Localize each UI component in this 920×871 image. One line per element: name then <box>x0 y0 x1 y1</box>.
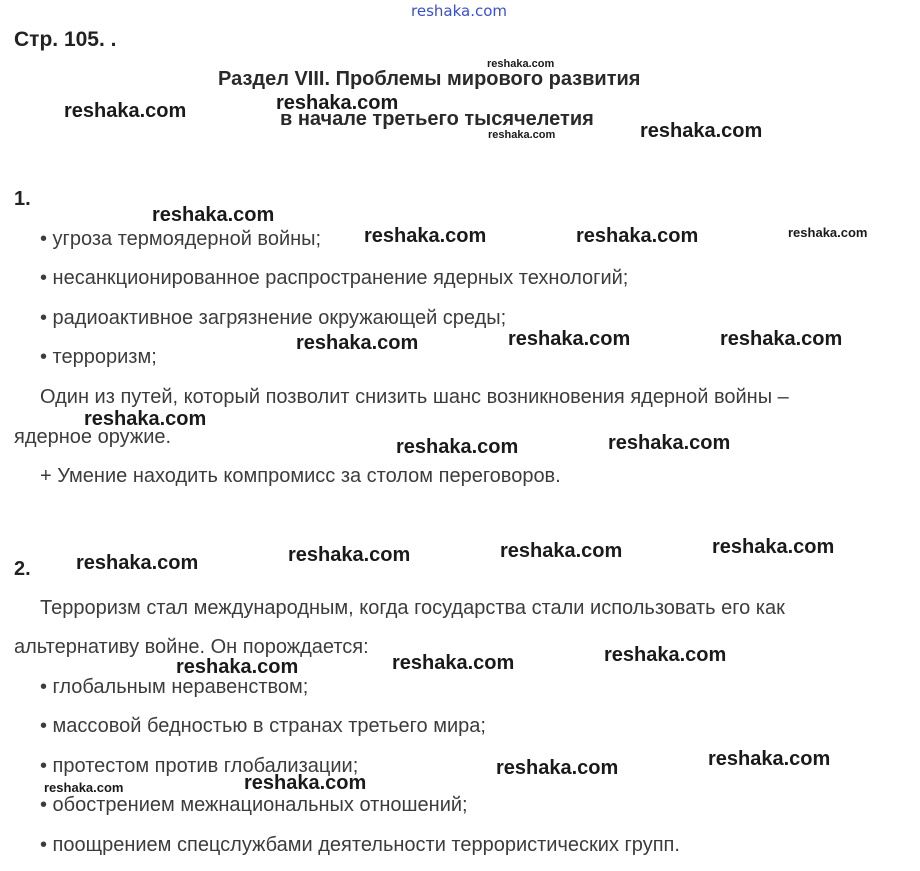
section2-item: • обострением межнациональных отношений; <box>40 794 468 816</box>
watermark: reshaka.com <box>288 544 411 566</box>
watermark: reshaka.com <box>508 328 631 350</box>
watermark: reshaka.com <box>64 100 187 122</box>
watermark: reshaka.com <box>712 536 835 558</box>
watermark: reshaka.com <box>84 408 207 430</box>
watermark: reshaka.com <box>708 748 831 770</box>
watermark: reshaka.com <box>396 436 519 458</box>
watermark-top: reshaka.com <box>411 2 507 20</box>
section1-item: • несанкционированное распространение ядерных технологий; <box>40 267 629 289</box>
watermark: reshaka.com <box>296 332 419 354</box>
section-title-line2-text: в начале третьего тысячелетия <box>280 108 594 130</box>
watermark: reshaka.com <box>604 644 727 666</box>
section1-number: 1. <box>14 188 31 210</box>
section-title-line1-text: Раздел VIII. Проблемы мирового развития <box>218 68 641 90</box>
watermark: reshaka.com <box>364 225 487 247</box>
section1-item: • угроза термоядерной войны; <box>40 228 322 250</box>
watermark: reshaka.com <box>576 225 699 247</box>
watermark: reshaka.com <box>152 204 275 226</box>
section2-paragraph-line1: Терроризм стал международным, когда государства стали использовать его как <box>40 597 785 619</box>
section1-addition: + Умение находить компромисс за столом переговоров. <box>40 465 561 487</box>
section1-item: • терроризм; <box>40 346 157 368</box>
section1-paragraph-line1: Один из путей, который позволит снизить шанс возникновения ядерной войны – <box>40 386 789 408</box>
section2-item: • массовой бедностью в странах третьего мира; <box>40 715 486 737</box>
watermark: reshaka.com <box>44 780 124 795</box>
section2-item: • глобальным неравенством; <box>40 676 309 698</box>
watermark: reshaka.com <box>276 92 399 114</box>
watermark: reshaka.com <box>488 129 556 141</box>
watermark: reshaka.com <box>608 432 731 454</box>
watermark: reshaka.com <box>640 120 763 142</box>
section2-number: 2. <box>14 558 31 580</box>
watermark: reshaka.com <box>244 772 367 794</box>
watermark: reshaka.com <box>720 328 843 350</box>
watermark: reshaka.com <box>176 656 299 678</box>
section2-item: • протестом против глобализации; <box>40 755 359 777</box>
page-reference: Стр. 105. . <box>14 28 117 51</box>
watermark: reshaka.com <box>392 652 515 674</box>
watermark: reshaka.com <box>487 58 555 70</box>
section2-paragraph-line2: альтернативу войне. Он порождается: <box>14 636 369 658</box>
section1-item: • радиоактивное загрязнение окружающей среды; <box>40 307 507 329</box>
watermark: reshaka.com <box>500 540 623 562</box>
watermark: reshaka.com <box>496 757 619 779</box>
watermark: reshaka.com <box>788 225 868 240</box>
section1-paragraph-line2: ядерное оружие. <box>14 426 172 448</box>
watermark: reshaka.com <box>76 552 199 574</box>
section2-item: • поощрением спецслужбами деятельности террористических групп. <box>40 834 680 856</box>
